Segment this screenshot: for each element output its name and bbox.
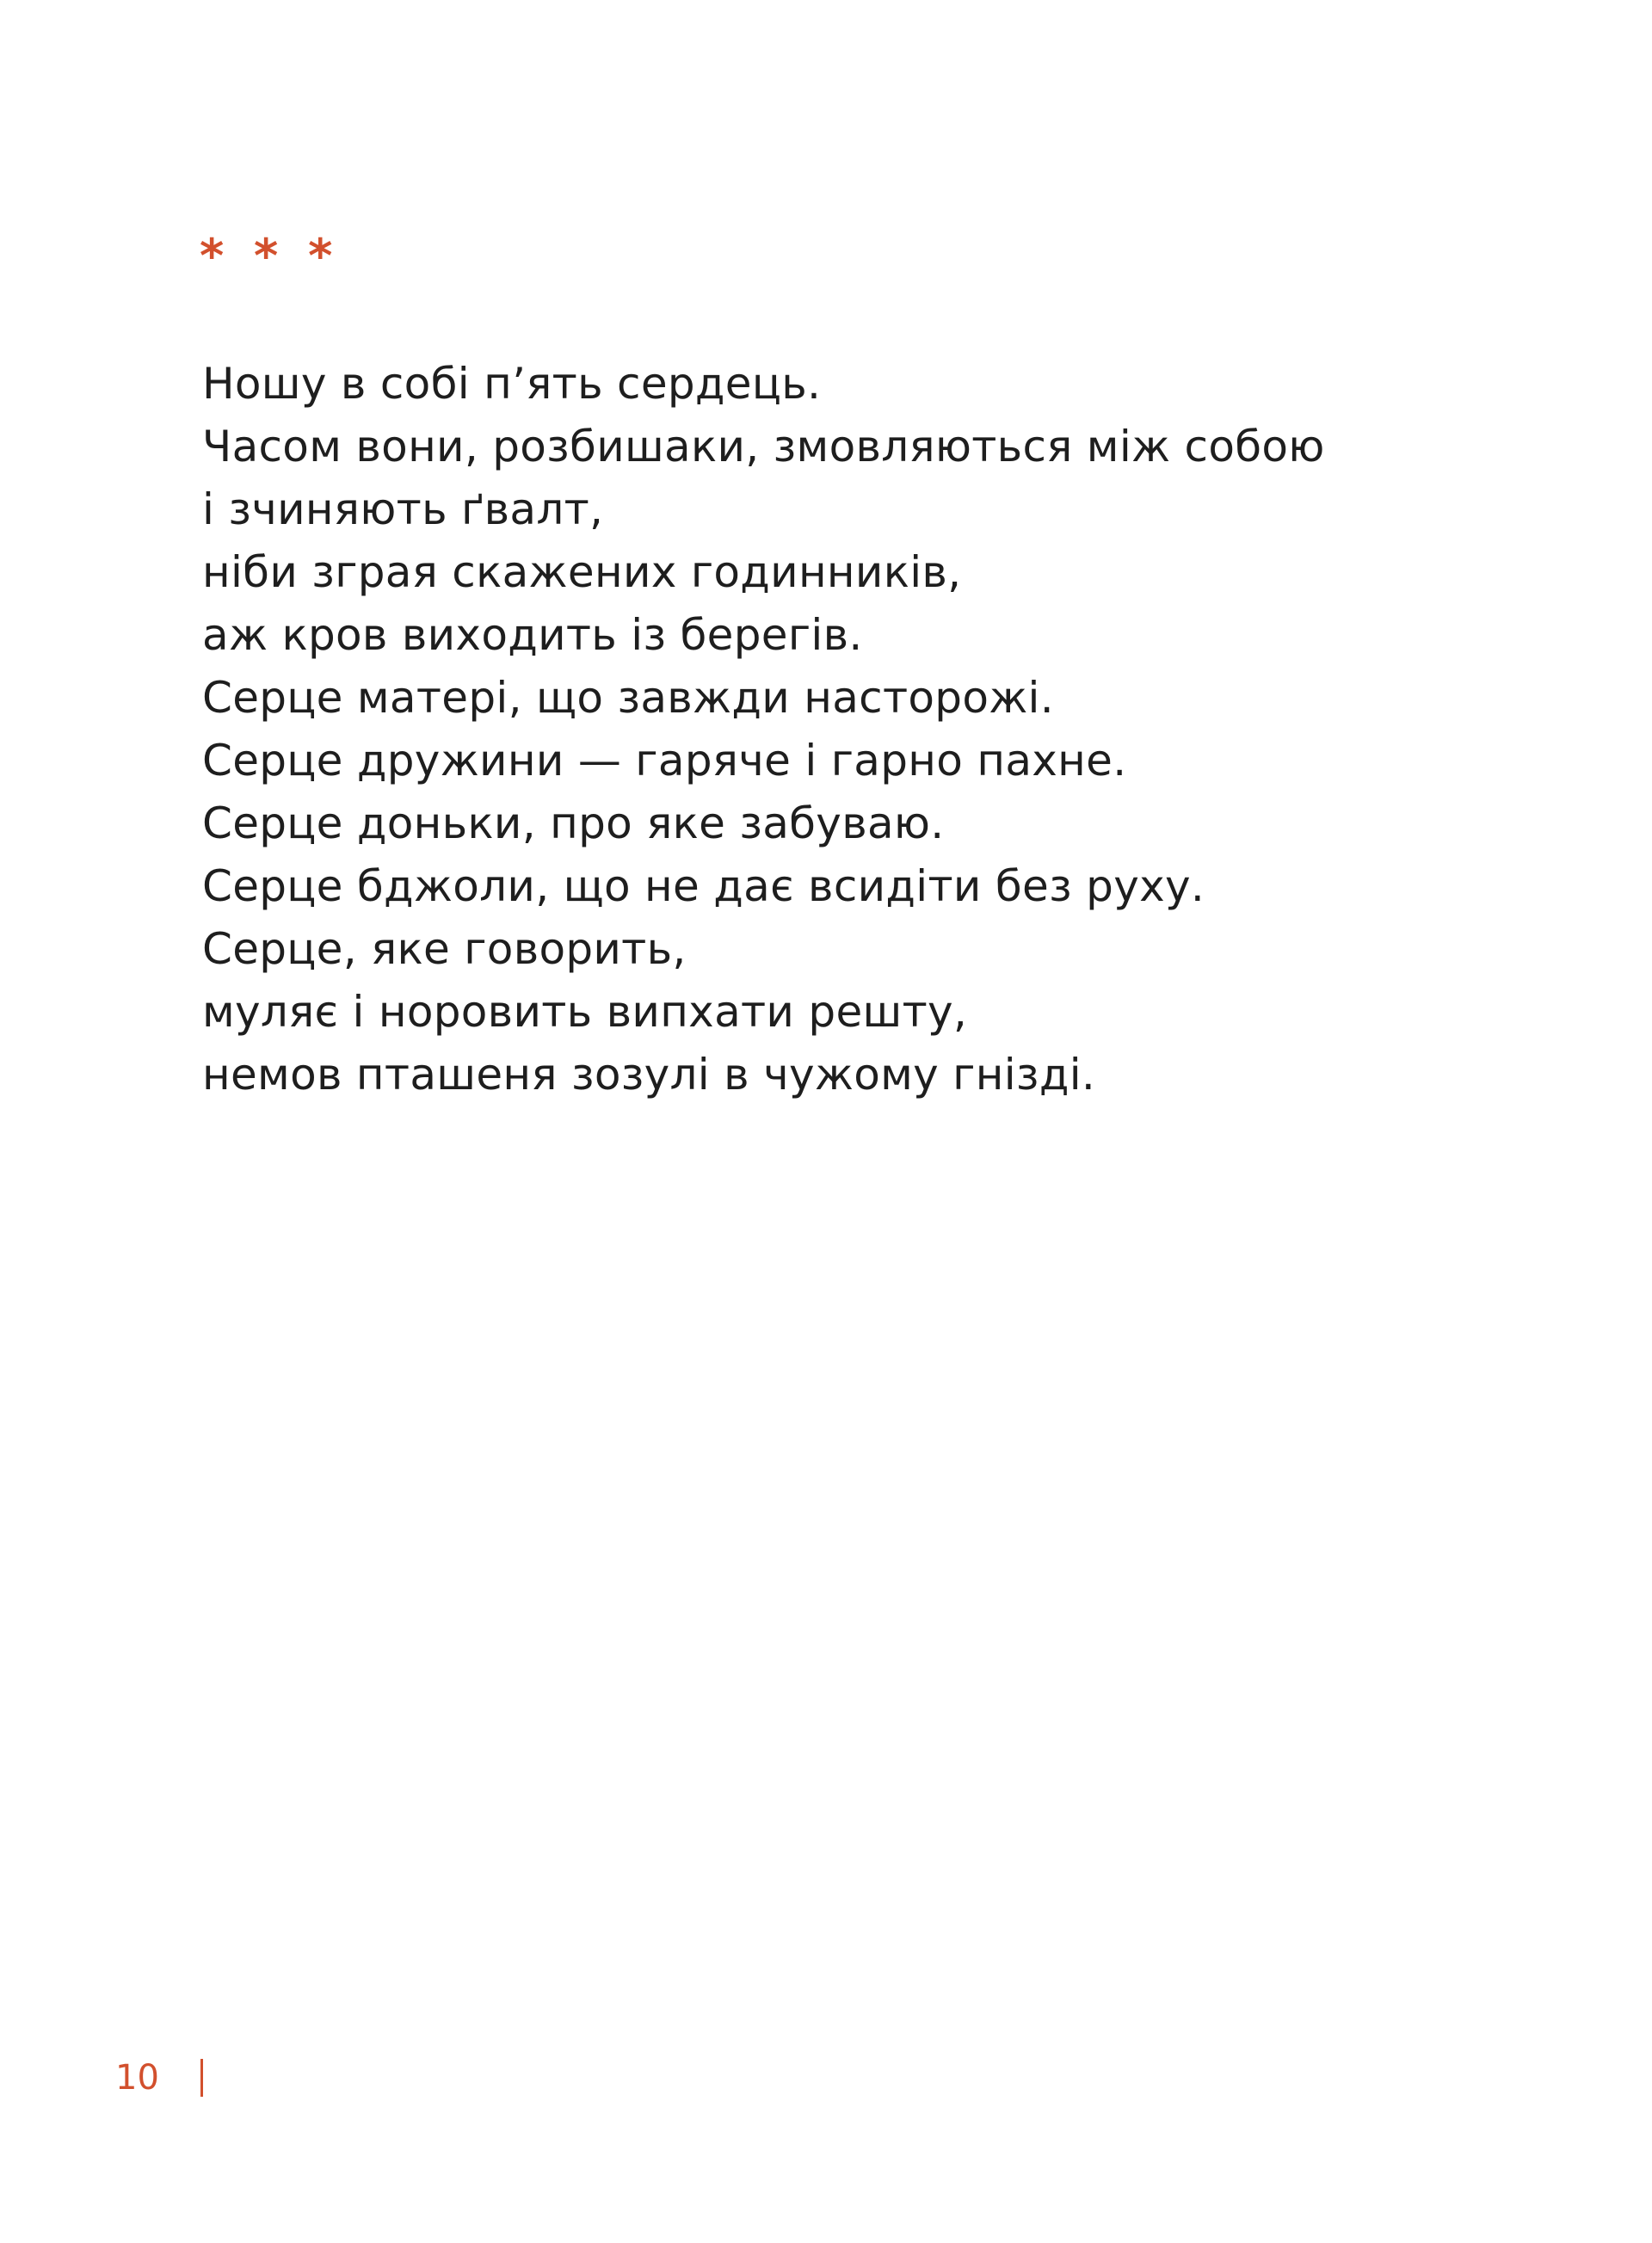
folio-divider [200, 2059, 203, 2097]
poem-line: Серце дружини — гаряче і гарно пахне. [202, 736, 1127, 786]
poem-line: і зчиняють ґвалт, [202, 484, 604, 534]
poem-line: Серце доньки, про яке забуваю. [202, 798, 945, 848]
poem-line: Ношу в собі п’ять сердець. [202, 359, 822, 409]
page-number: 10 [115, 2058, 159, 2098]
poem-line: ніби зграя скажених годинників, [202, 547, 962, 597]
poem-line: немов пташеня зозулі в чужому гнізді. [202, 1050, 1096, 1100]
poem-line: Часом вони, розбишаки, змовляються між собою [202, 422, 1325, 471]
poem-line: Серце бджоли, що не дає всидіти без руху. [202, 861, 1205, 911]
section-ornament: * * * [200, 229, 340, 283]
poem-line: аж кров виходить із берегів. [202, 610, 863, 660]
poem-line: Серце матері, що завжди насторожі. [202, 673, 1054, 723]
poem-line: Серце, яке говорить, [202, 924, 687, 974]
page-footer [115, 2048, 203, 2108]
poem-line: муляє і норовить випхати решту, [202, 987, 968, 1037]
poem [202, 353, 1325, 1106]
